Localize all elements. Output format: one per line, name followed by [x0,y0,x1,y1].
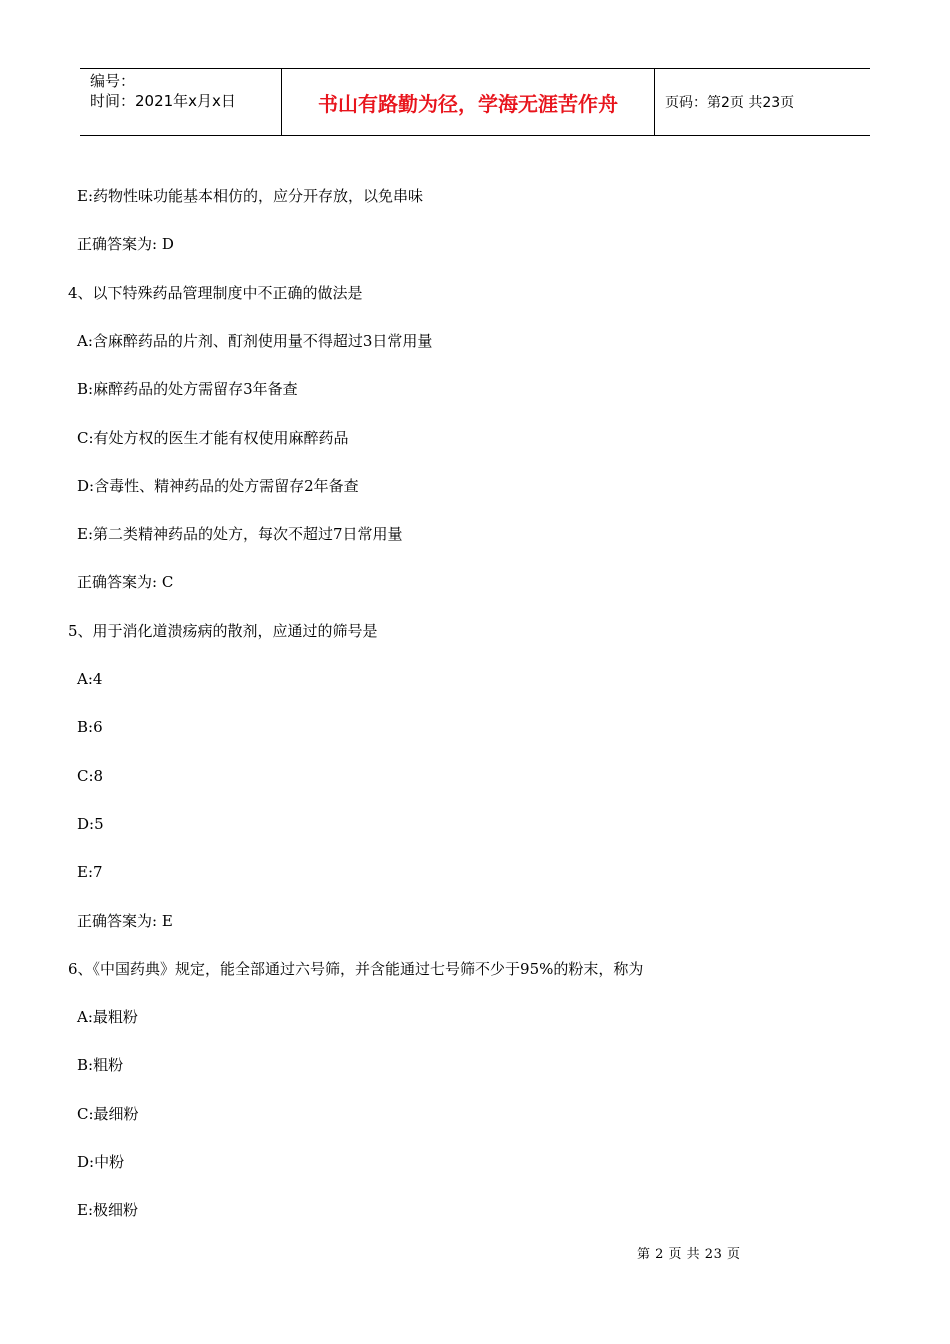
option-text: C:8 [77,767,104,785]
option-text: E:药物性味功能基本相仿的，应分开存放，以免串味 [77,187,424,205]
header-motto-cell [282,69,655,135]
option-text: A:4 [77,670,103,688]
option-text: C:有处方权的医生才能有权使用麻醉药品 [77,429,349,447]
option-text: 正确答案为: D [77,235,174,253]
option-text: B:6 [77,718,103,736]
question-text: 5、用于消化道溃疡病的散剂，应通过的筛号是 [68,622,378,640]
option-text: C:最细粉 [77,1105,139,1123]
option-text: D:中粉 [77,1153,125,1171]
option-text: E:7 [77,863,103,881]
option-text: 正确答案为: C [77,573,174,591]
option-text: B:粗粉 [77,1056,124,1074]
option-text: E:极细粉 [77,1201,139,1219]
option-text: E:第二类精神药品的处方，每次不超过7日常用量 [77,525,403,543]
option-text: A:含麻醉药品的片剂、酊剂使用量不得超过3日常用量 [77,332,433,350]
option-text: A:最粗粉 [77,1008,138,1026]
option-text: 正确答案为: E [77,912,173,930]
header-page-info [655,69,870,135]
question-text: 4、以下特殊药品管理制度中不正确的做法是 [68,284,363,302]
serial-label: 编号： [90,72,136,90]
question-text: 6、《中国药典》规定，能全部通过六号筛，并含能通过七号筛不少于95%的粉末，称为 [68,960,644,978]
page-info-text: 页码：第2页 共23页 [665,95,795,111]
option-text: B:麻醉药品的处方需留存3年备查 [77,380,298,398]
option-text: D:含毒性、精神药品的处方需留存2年备查 [77,477,359,495]
date-label: 时间：2021年x月x日 [90,92,236,110]
page-header [80,68,870,136]
page-footer: 第 2 页 共 23 页 [637,1247,741,1262]
option-text: D:5 [77,815,104,833]
header-meta [80,69,282,135]
motto-text: 书山有路勤为径，学海无涯苦作舟 [318,91,618,116]
